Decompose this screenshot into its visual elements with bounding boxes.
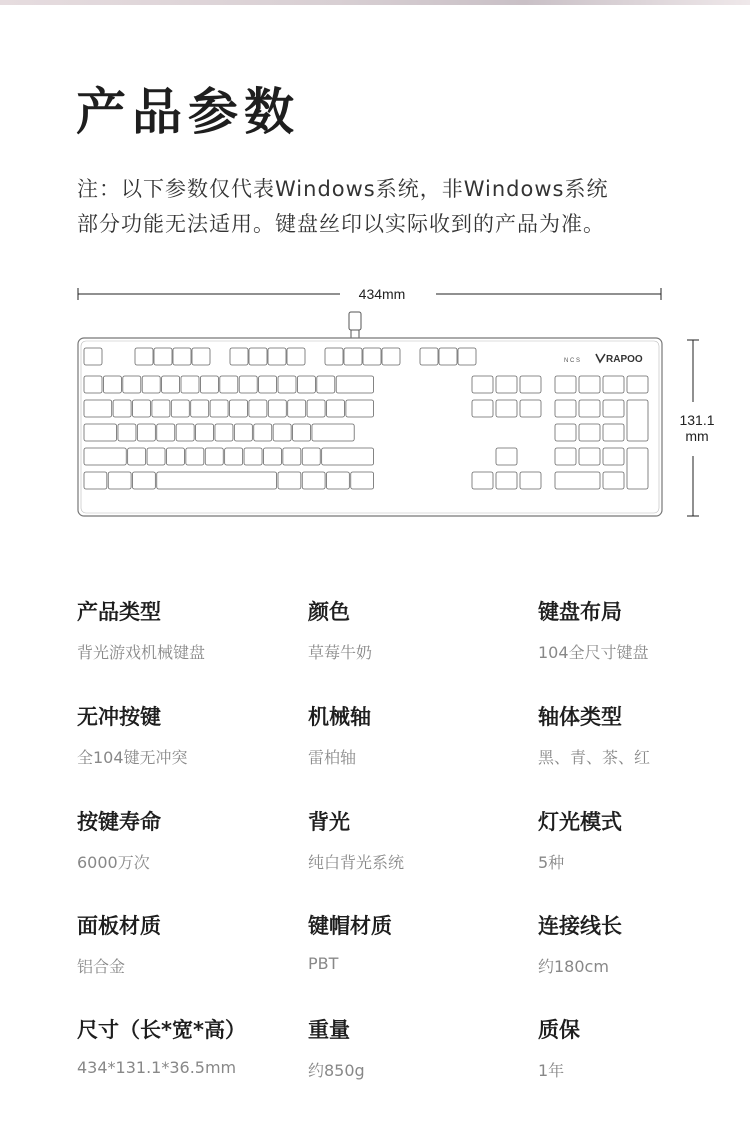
key-outline (555, 472, 600, 489)
spec-item (308, 701, 528, 768)
spec-label: 按键寿命 (77, 810, 161, 834)
indicator-lights-label: N C S (564, 358, 581, 364)
height-label (672, 412, 722, 444)
key-outline (249, 400, 267, 417)
key-outline (312, 424, 354, 441)
key-outline (268, 348, 286, 365)
spec-value: 5种 (538, 853, 565, 872)
key-outline (555, 448, 576, 465)
key-outline (627, 400, 648, 441)
key-outline (351, 472, 374, 489)
key-outline (200, 376, 218, 393)
key-outline (420, 348, 438, 365)
spec-value: 黑、青、茶、红 (538, 748, 651, 767)
key-outline (496, 400, 517, 417)
key-outline (520, 400, 541, 417)
spec-label: 面板材质 (77, 914, 161, 938)
spec-item (538, 806, 750, 873)
key-outline (302, 472, 325, 489)
spec-item (538, 701, 750, 768)
spec-label: 质保 (538, 1018, 580, 1042)
key-outline (133, 472, 156, 489)
key-outline (118, 424, 136, 441)
disclaimer-note (77, 172, 697, 242)
key-outline (259, 376, 277, 393)
key-outline (181, 376, 199, 393)
key-outline (439, 348, 457, 365)
key-outline (472, 376, 493, 393)
key-outline (166, 448, 184, 465)
spec-value: 全104键无冲突 (77, 748, 188, 767)
key-outline (205, 448, 223, 465)
key-outline (327, 400, 345, 417)
spec-value: 104全尺寸键盘 (538, 643, 649, 662)
key-outline (603, 472, 624, 489)
key-outline (579, 376, 600, 393)
key-outline (325, 348, 343, 365)
spec-label: 无冲按键 (77, 705, 161, 729)
spec-value: 6000万次 (77, 853, 150, 872)
key-outline (103, 376, 121, 393)
key-outline (157, 472, 277, 489)
spec-item (308, 596, 528, 663)
key-outline (142, 376, 160, 393)
spec-item (77, 806, 297, 873)
key-outline (322, 448, 374, 465)
key-outline (133, 400, 151, 417)
spec-value: 背光游戏机械键盘 (77, 643, 206, 662)
spec-value: 草莓牛奶 (308, 643, 373, 662)
key-outline (278, 376, 296, 393)
key-outline (458, 348, 476, 365)
note-line-1: 注：以下参数仅代表Windows系统，非Windows系统 (77, 177, 609, 201)
key-outline (346, 400, 374, 417)
top-decorative-strip (0, 0, 750, 5)
spec-item (308, 1014, 528, 1081)
key-outline (84, 348, 102, 365)
key-outline (263, 448, 281, 465)
key-outline (234, 424, 252, 441)
spec-item (308, 806, 528, 873)
height-label-unit: mm (685, 428, 709, 444)
key-outline (191, 400, 209, 417)
key-outline (555, 400, 576, 417)
key-outline (173, 348, 191, 365)
key-outline (128, 448, 146, 465)
key-outline (273, 424, 291, 441)
key-outline (113, 400, 131, 417)
key-outline (555, 424, 576, 441)
spec-value: 1年 (538, 1061, 565, 1080)
key-outline (84, 448, 126, 465)
key-outline (152, 400, 170, 417)
key-outline (363, 348, 381, 365)
spec-label: 重量 (308, 1018, 350, 1042)
key-outline (336, 376, 373, 393)
key-outline (344, 348, 362, 365)
spec-value: 铝合金 (77, 957, 126, 976)
key-outline (157, 424, 175, 441)
key-outline (327, 472, 350, 489)
key-outline (382, 348, 400, 365)
key-outline (317, 376, 335, 393)
usb-cable (349, 312, 361, 338)
key-outline (579, 424, 600, 441)
spec-label: 机械轴 (308, 705, 371, 729)
key-outline (278, 472, 301, 489)
key-outline (579, 448, 600, 465)
key-outline (244, 448, 262, 465)
key-outline (603, 424, 624, 441)
spec-label: 键帽材质 (308, 914, 392, 938)
key-outline (176, 424, 194, 441)
spec-label: 产品类型 (77, 600, 161, 624)
spec-label: 键盘布局 (538, 600, 622, 624)
spec-item (538, 596, 750, 663)
key-outline (239, 376, 257, 393)
key-outline (288, 400, 306, 417)
key-outline (230, 400, 248, 417)
key-outline (603, 400, 624, 417)
key-outline (555, 376, 576, 393)
key-outline (627, 448, 648, 489)
spec-value: PBT (308, 954, 339, 973)
key-outline (520, 472, 541, 489)
key-outline (302, 448, 320, 465)
key-outline (186, 448, 204, 465)
spec-label: 轴体类型 (538, 705, 622, 729)
spec-item (538, 910, 750, 977)
spec-item (77, 596, 297, 663)
key-outline (297, 376, 315, 393)
spec-item (77, 701, 297, 768)
key-outline (171, 400, 189, 417)
key-outline (135, 348, 153, 365)
spec-label: 尺寸（长*宽*高） (77, 1018, 246, 1042)
key-outline (147, 448, 165, 465)
key-outline (287, 348, 305, 365)
key-outline (162, 376, 180, 393)
keyboard-outline-svg (0, 270, 750, 530)
height-label-number: 131.1 (679, 412, 715, 428)
key-outline (307, 400, 325, 417)
key-outline (579, 400, 600, 417)
key-outline (84, 424, 117, 441)
spec-item (77, 910, 297, 977)
key-outline (225, 448, 243, 465)
key-outline (283, 448, 301, 465)
note-line-2: 部分功能无法适用。键盘丝印以实际收到的产品为准。 (77, 212, 605, 236)
spec-value: 约850g (308, 1061, 365, 1080)
spec-value: 434*131.1*36.5mm (77, 1058, 237, 1077)
key-outline (220, 376, 238, 393)
brand-logo: RAPOO (606, 354, 643, 365)
key-outline (84, 472, 107, 489)
key-outline (192, 348, 210, 365)
key-outline (249, 348, 267, 365)
key-outline (210, 400, 228, 417)
key-outline (293, 424, 311, 441)
key-outline (603, 376, 624, 393)
key-outline (496, 448, 517, 465)
spec-item (538, 1014, 750, 1081)
key-outline (603, 448, 624, 465)
key-outline (230, 348, 248, 365)
key-outline (520, 376, 541, 393)
page-title: 产品参数 (76, 83, 300, 141)
width-label: 434mm (340, 286, 424, 302)
spec-value: 约180cm (538, 957, 609, 976)
key-outline (472, 400, 493, 417)
key-outline (472, 472, 493, 489)
key-outline (627, 376, 648, 393)
key-outline (84, 376, 102, 393)
key-outline (84, 400, 112, 417)
key-outline (215, 424, 233, 441)
spec-label: 颜色 (308, 600, 350, 624)
spec-label: 灯光模式 (538, 810, 622, 834)
key-outline (196, 424, 214, 441)
key-outline (154, 348, 172, 365)
key-outline (254, 424, 272, 441)
key-outline (108, 472, 131, 489)
key-outline (268, 400, 286, 417)
key-outline (496, 472, 517, 489)
key-outline (496, 376, 517, 393)
key-outline (137, 424, 155, 441)
key-outline (123, 376, 141, 393)
spec-value: 纯白背光系统 (308, 853, 405, 872)
spec-item (77, 1014, 297, 1077)
spec-item (308, 910, 528, 973)
spec-label: 背光 (308, 810, 350, 834)
keyboard-diagram (0, 270, 750, 530)
spec-label: 连接线长 (538, 914, 622, 938)
spec-value: 雷柏轴 (308, 748, 357, 767)
